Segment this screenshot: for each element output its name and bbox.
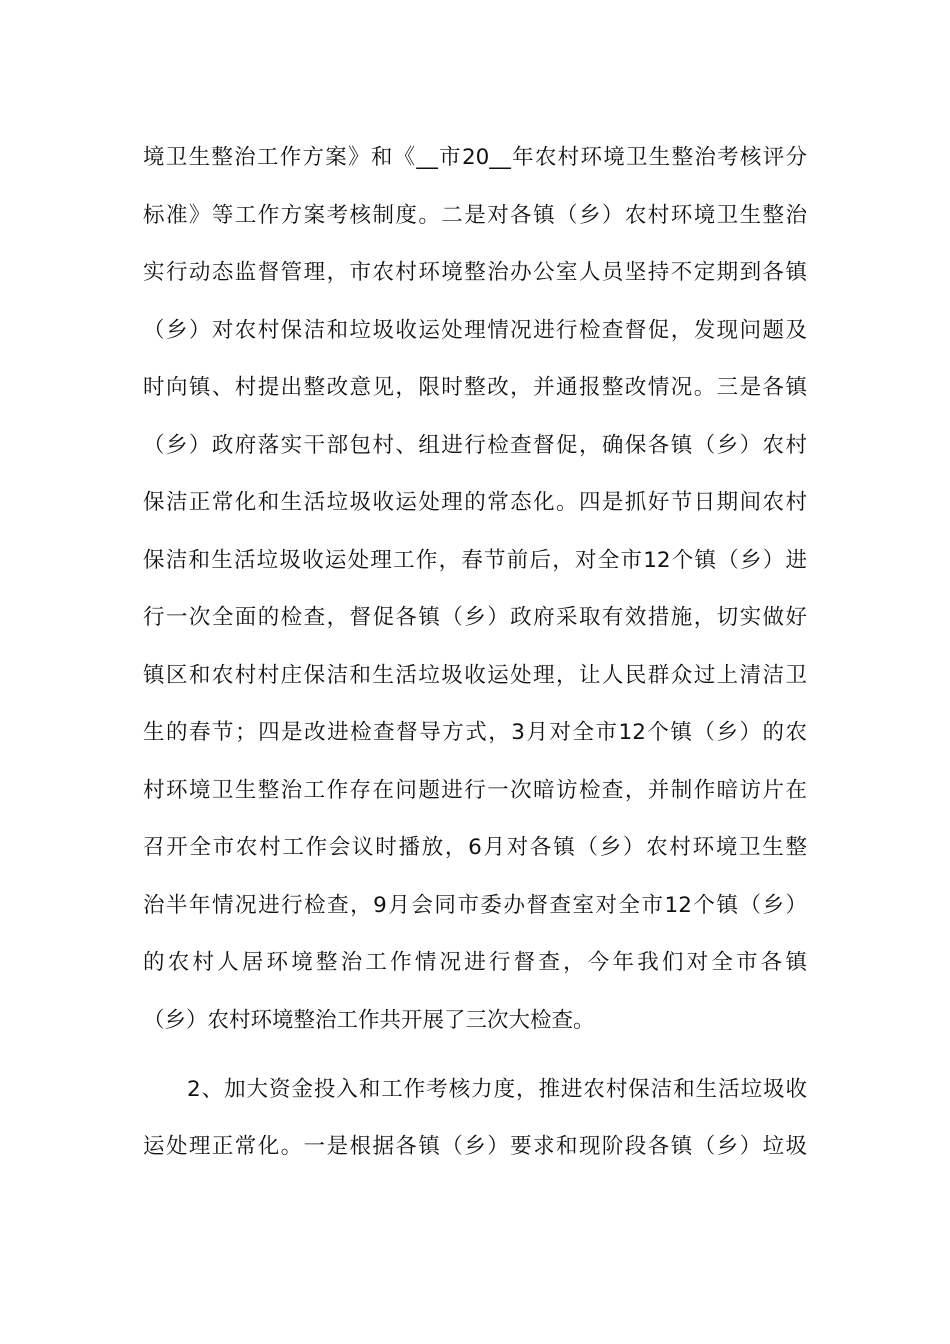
text-line: 运处理正常化。一是根据各镇（乡）要求和现阶段各镇（乡）垃圾 (143, 1134, 807, 1159)
text-line: 治半年情况进行检查，9月会同市委办督查室对全市12个镇（乡） (143, 893, 807, 918)
text-line: 保洁正常化和生活垃圾收运处理的常态化。四是抓好节日期间农村 (143, 490, 807, 515)
text-line: 境卫生整治工作方案》和《__市20__年农村环境卫生整治考核评分 (143, 145, 807, 170)
text-line: 的农村人居环境整治工作情况进行督查，今年我们对全市各镇 (143, 950, 807, 975)
text-line: （乡）对农村保洁和垃圾收运处理情况进行检查督促，发现问题及 (143, 318, 807, 343)
text-line: 镇区和农村村庄保洁和生活垃圾收运处理，让人民群众过上清洁卫 (143, 663, 807, 688)
text-line: 实行动态监督管理，市农村环境整治办公室人员坚持不定期到各镇 (143, 260, 807, 285)
text-line: 保洁和生活垃圾收运处理工作，春节前后，对全市12个镇（乡）进 (143, 548, 807, 573)
text-line: （乡）政府落实干部包村、组进行检查督促，确保各镇（乡）农村 (143, 433, 807, 458)
text-line: 村环境卫生整治工作存在问题进行一次暗访检查，并制作暗访片在 (143, 778, 807, 803)
text-line: 生的春节；四是改进检查督导方式，3月对全市12个镇（乡）的农 (143, 720, 807, 745)
text-line: 时向镇、村提出整改意见，限时整改，并通报整改情况。三是各镇 (143, 375, 807, 400)
text-line: 召开全市农村工作会议时播放，6月对各镇（乡）农村环境卫生整 (143, 835, 807, 860)
text-line: 行一次全面的检查，督促各镇（乡）政府采取有效措施，切实做好 (143, 605, 807, 630)
text-line: 标准》等工作方案考核制度。二是对各镇（乡）农村环境卫生整治 (143, 203, 807, 228)
text-line-paragraph-end: （乡）农村环境整治工作共开展了三次大检查。 (143, 1008, 595, 1033)
text-line-paragraph-start: 2、加大资金投入和工作考核力度，推进农村保洁和生活垃圾收 (187, 1077, 807, 1102)
